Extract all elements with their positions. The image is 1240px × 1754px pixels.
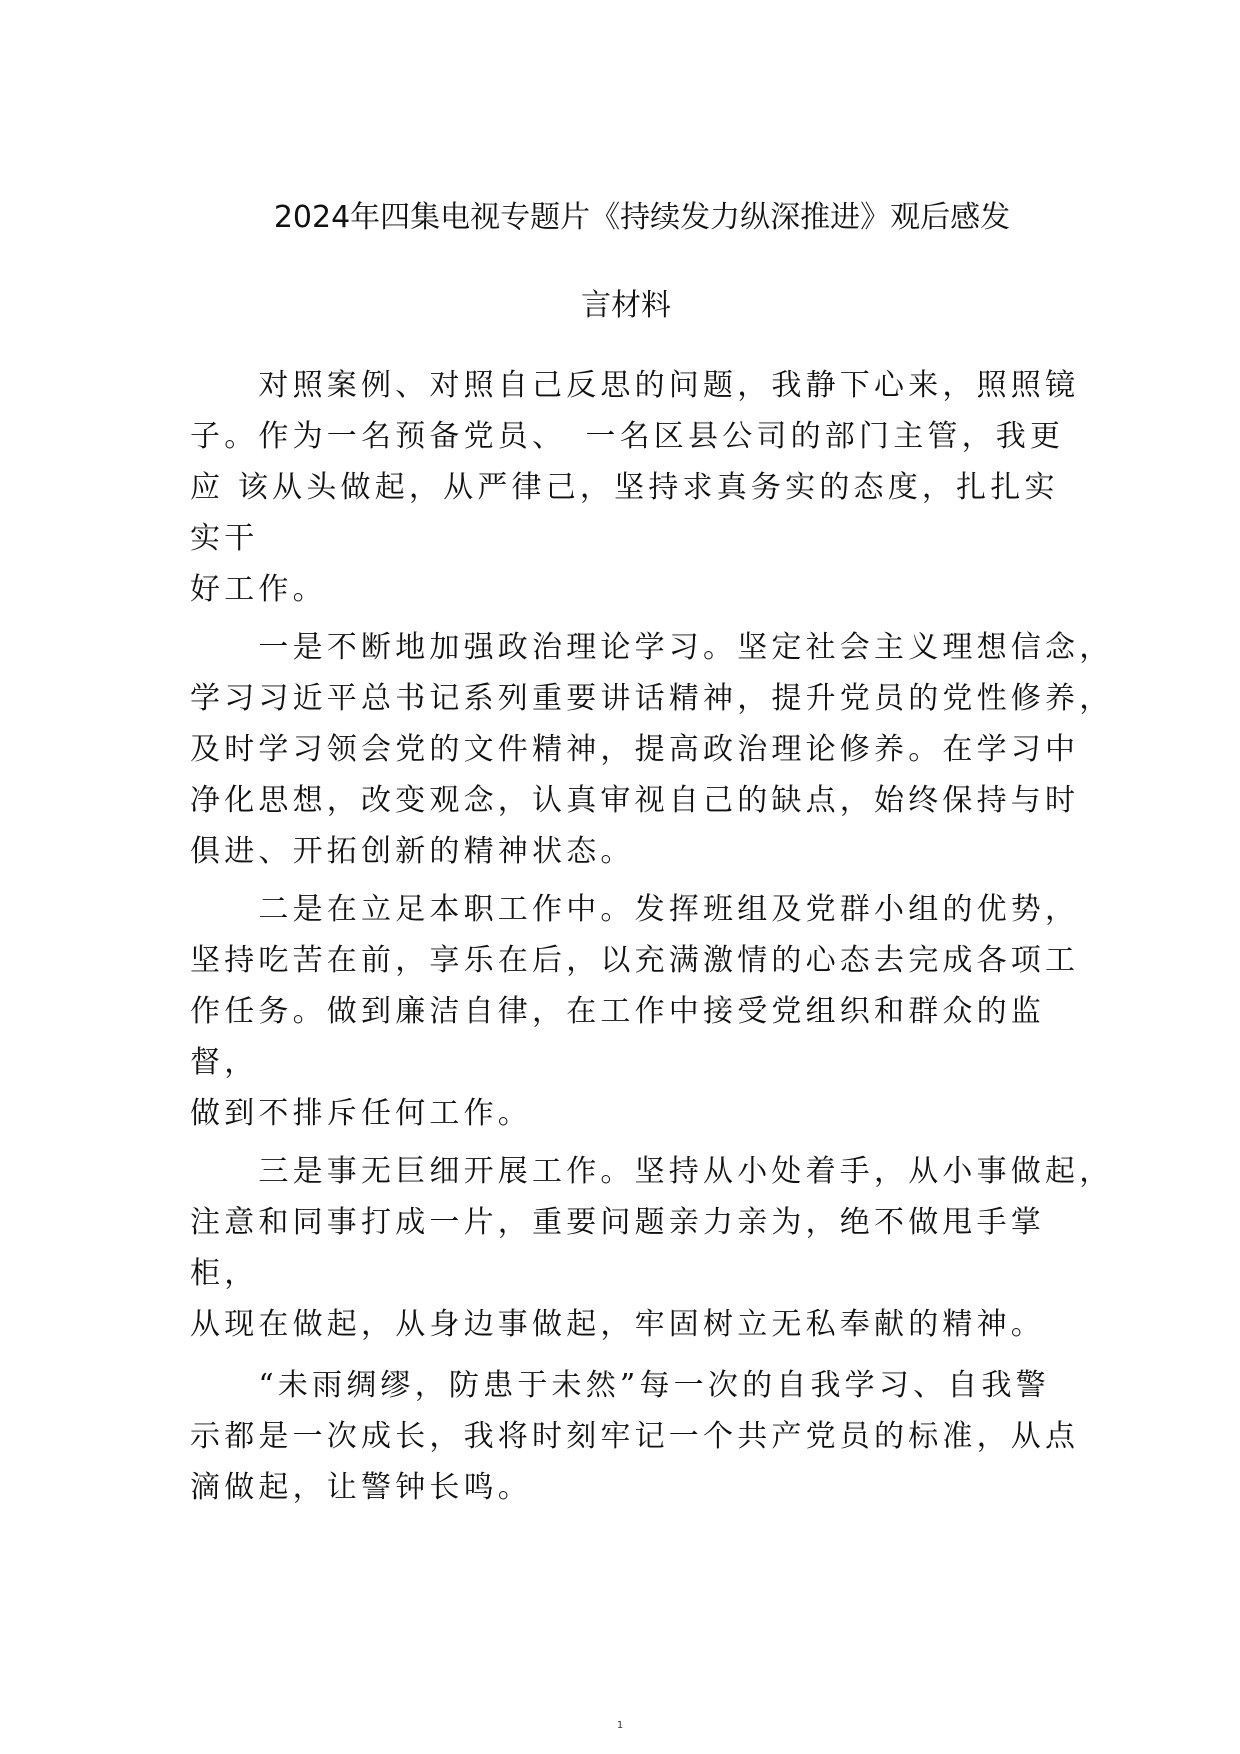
paragraph-line: 俱进、开拓创新的精神状态。 bbox=[190, 834, 635, 869]
paragraph-line: 应 该从头做起，从严律己，坚持求真务实的态度，扎扎实 bbox=[190, 470, 1059, 505]
paragraph-line: 净化思想，改变观念，认真审视自己的缺点，始终保持与时 bbox=[190, 783, 1080, 818]
paragraph-line: 子。作为一名预备党员、 一名区县公司的部门主管，我更 bbox=[190, 419, 1065, 454]
paragraph-intro bbox=[190, 360, 1080, 615]
paragraph-line: 三是事无巨细开展工作。坚持从小处着手，从小事做起， bbox=[190, 1154, 1114, 1189]
document-title-line-2: 言材料 bbox=[581, 288, 671, 323]
page-number: 1 bbox=[616, 1720, 624, 1731]
paragraph-line: 作任务。做到廉洁自律，在工作中接受党组织和群众的监 bbox=[190, 994, 1045, 1029]
paragraph-line: 做到不排斥任何工作。 bbox=[190, 1096, 532, 1131]
paragraph-line: 从现在做起，从身边事做起，牢固树立无私奉献的精神。 bbox=[190, 1307, 1045, 1342]
document-title-line-1: 2024年四集电视专题片《持续发力纵深推进》观后感发 bbox=[273, 200, 1011, 235]
paragraph-point-two bbox=[190, 884, 1080, 1139]
paragraph-line: 督， bbox=[190, 1045, 259, 1080]
paragraph-line: “未雨绸缪，防患于未然”每一次的自我学习、自我警 bbox=[190, 1368, 1050, 1403]
paragraph-line: 一是不断地加强政治理论学习。坚定社会主义理想信念， bbox=[190, 630, 1114, 665]
paragraph-point-one bbox=[190, 622, 1114, 877]
paragraph-point-three bbox=[190, 1146, 1114, 1350]
paragraph-line: 滴做起，让警钟长鸣。 bbox=[190, 1470, 532, 1505]
paragraph-line: 注意和同事打成一片，重要问题亲力亲为，绝不做甩手掌 bbox=[190, 1205, 1045, 1240]
paragraph-line: 二是在立足本职工作中。发挥班组及党群小组的优势， bbox=[190, 892, 1080, 927]
paragraph-line: 好工作。 bbox=[190, 572, 327, 607]
paragraph-line: 学习习近平总书记系列重要讲话精神，提升党员的党性修养， bbox=[190, 681, 1114, 716]
paragraph-line: 示都是一次成长，我将时刻牢记一个共产党员的标准，从点 bbox=[190, 1419, 1080, 1454]
paragraph-conclusion bbox=[190, 1360, 1080, 1513]
paragraph-line: 实干 bbox=[190, 521, 259, 556]
paragraph-line: 及时学习领会党的文件精神，提高政治理论修养。在学习中 bbox=[190, 732, 1080, 767]
paragraph-line: 柜， bbox=[190, 1256, 259, 1291]
paragraph-line: 对照案例、对照自己反思的问题，我静下心来，照照镜 bbox=[190, 368, 1080, 403]
paragraph-line: 坚持吃苦在前，享乐在后，以充满激情的心态去完成各项工 bbox=[190, 943, 1080, 978]
